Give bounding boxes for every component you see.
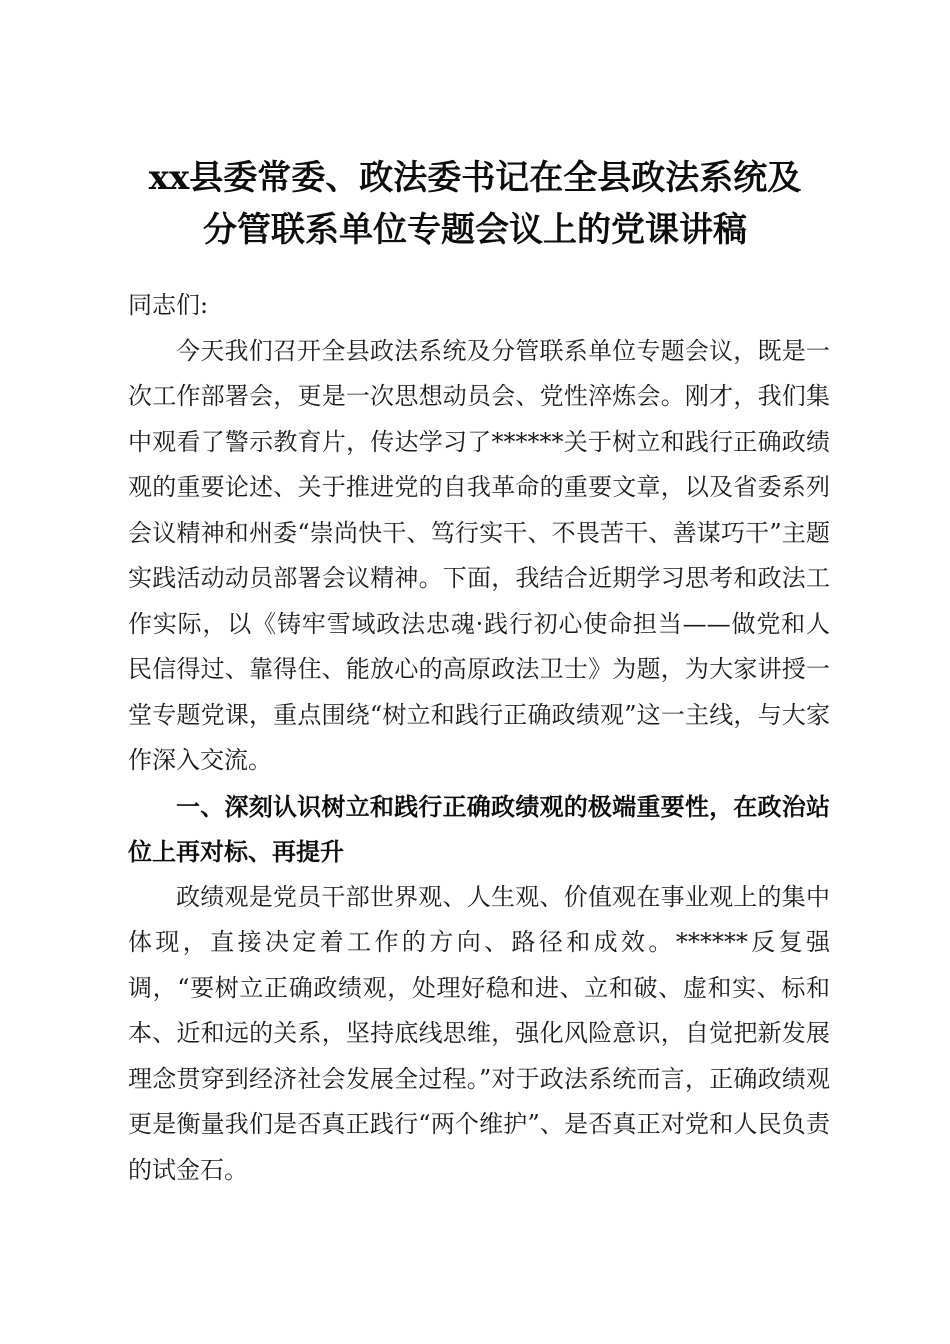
greeting: 同志们: bbox=[128, 291, 209, 319]
paragraph-intro: 今天我们召开全县政法系统及分管联系单位专题会议，既是一次工作部署会，更是一次思想动员会、党性淬炼会。刚才，我们集中观看了警示教育片，传达学习了******关于树立和践行正确政绩观的重要论述、关于推进党的自我革命的重要文章，以及省委系列会议精神和州委“崇尚快干、笃行实干、不畏苦干、善谋巧干”主题实践活动动员部署会议精神。下面，我结合近期学习思考和政法工作实际，以《铸牢雪域政法忠魂·践行初心使命担当——做党和人民信得过、靠得住、能放心的高原政法卫士》为题，为大家讲授一堂专题党课，重点围绕“树立和践行正确政绩观”这一主线，与大家作深入交流。 bbox=[128, 336, 830, 774]
title-line-1: xx县委常委、政法委书记在全县政法系统及 bbox=[148, 158, 802, 198]
document-title bbox=[0, 152, 950, 256]
paragraph-section-1: 政绩观是党员干部世界观、人生观、价值观在事业观上的集中体现，直接决定着工作的方向、路径和成效。******反复强调，“要树立正确政绩观，处理好稳和进、立和破、虚和实、标和本、近和远的关系，坚持底线思维，强化风险意识，自觉把新发展理念贯穿到经济社会发展全过程。”对于政法系统而言，正确政绩观更是衡量我们是否真正践行“两个维护”、是否真正对党和人民负责的试金石。 bbox=[128, 882, 830, 1184]
title-line-2: 分管联系单位专题会议上的党课讲稿 bbox=[203, 210, 747, 250]
section-heading-1: 一、深刻认识树立和践行正确政绩观的极端重要性，在政治站位上再对标、再提升 bbox=[128, 791, 830, 866]
document-body bbox=[128, 283, 830, 1193]
